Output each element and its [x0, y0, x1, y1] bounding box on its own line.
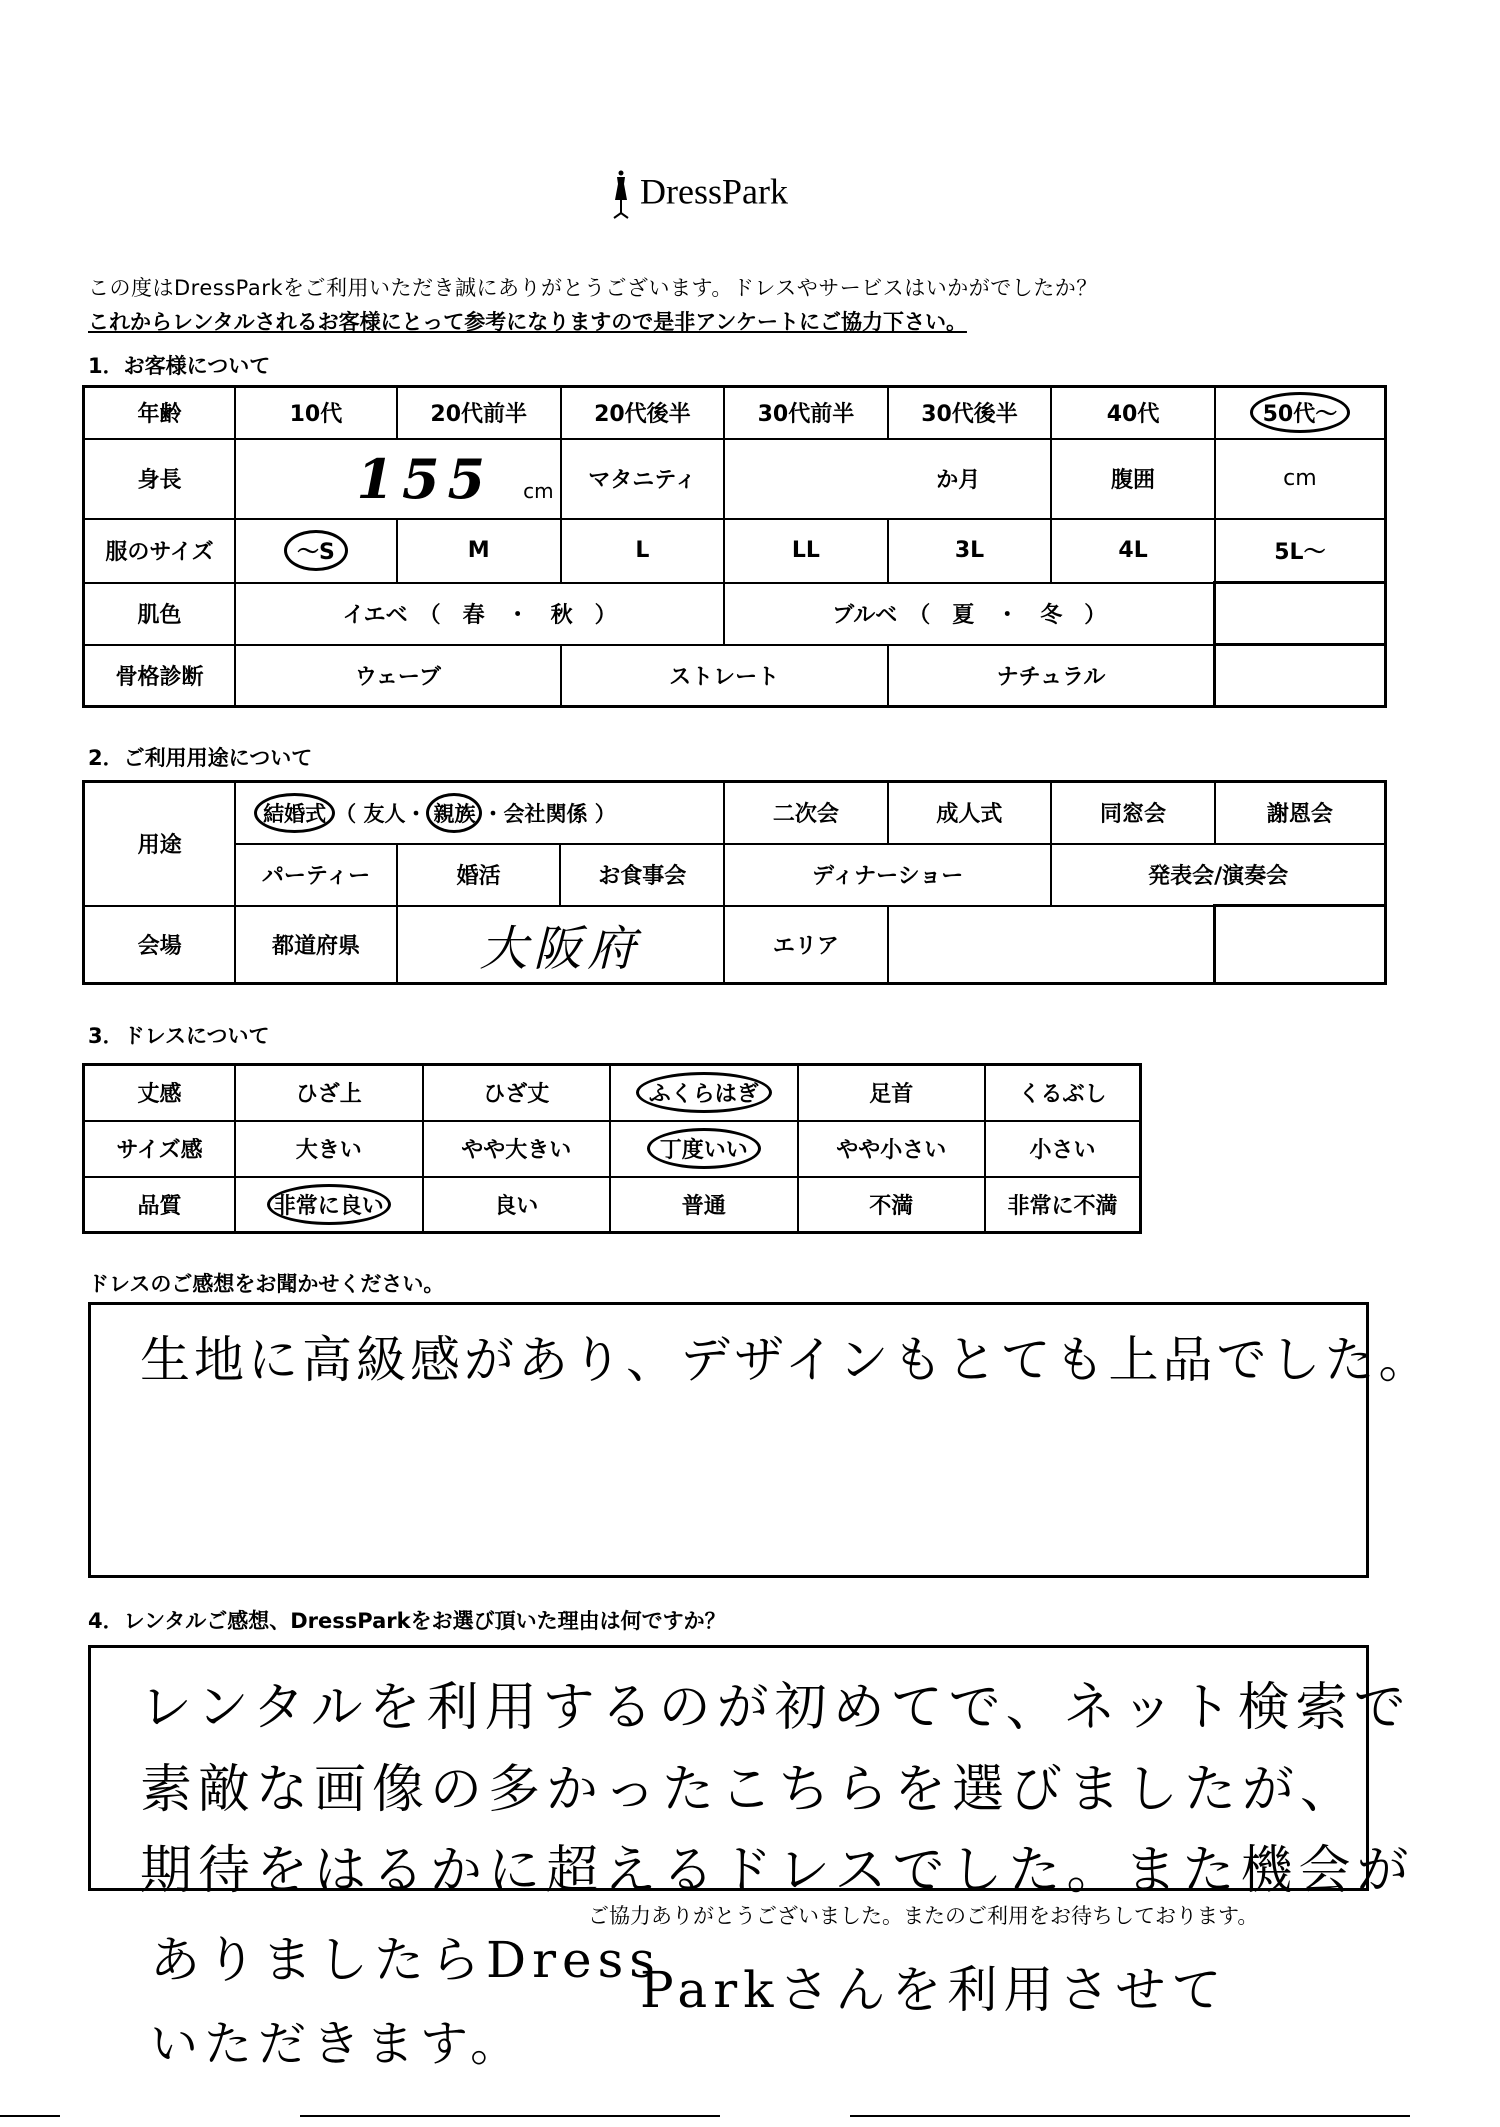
maternity-month[interactable]: か月 [724, 439, 1051, 519]
quality-option[interactable]: 良い [423, 1177, 610, 1233]
intro-line-2: これからレンタルされるお客様にとって参考になりますので是非アンケートにご協力下さい。 [88, 310, 967, 334]
fit-label: サイズ感 [84, 1121, 236, 1177]
fit-option[interactable]: やや小さい [798, 1121, 985, 1177]
wedding-circle: 結婚式 [254, 793, 335, 833]
size-option[interactable]: 5L～ [1215, 519, 1386, 583]
usage-option[interactable]: 発表会/演奏会 [1051, 844, 1385, 906]
size-selected-circle: ～S [284, 530, 348, 571]
size-option[interactable]: LL [724, 519, 888, 583]
section4-title: 4．レンタルご感想、DressParkをお選び頂いた理由は何ですか？ [88, 1609, 726, 1633]
usage-label: 用途 [84, 782, 236, 906]
usage-option[interactable]: 成人式 [888, 782, 1052, 844]
usage-option[interactable]: 謝恩会 [1215, 782, 1386, 844]
frame-option[interactable]: ストレート [561, 645, 888, 707]
age-option[interactable]: 20代後半 [561, 387, 725, 439]
quality-label: 品質 [84, 1177, 236, 1233]
blank-cell [1215, 906, 1386, 984]
usage-option[interactable]: お食事会 [560, 844, 724, 906]
fit-selected-circle: 丁度いい [647, 1128, 761, 1169]
size-option[interactable]: 3L [888, 519, 1052, 583]
wedding-cell[interactable] [235, 782, 724, 844]
area-value[interactable] [888, 906, 1215, 984]
skin-label: 肌色 [84, 583, 236, 645]
age-label: 年齢 [84, 387, 236, 439]
quality-selected-circle: 非常に良い [267, 1184, 391, 1225]
age-option[interactable]: 30代後半 [888, 387, 1052, 439]
frame-label: 骨格診断 [84, 645, 236, 707]
section2-title: 2．ご利用用途について [88, 746, 313, 770]
frame-option[interactable]: ナチュラル [888, 645, 1215, 707]
venue-label: 会場 [84, 906, 236, 984]
reason-line: Parkさんを利用させて [640, 1961, 1228, 2019]
impression-answer: 生地に高級感があり、デザインもとても上品でした。 [140, 1331, 1433, 1389]
length-selected-circle: ふくらはぎ [636, 1072, 772, 1113]
age-option[interactable]: 20代前半 [397, 387, 561, 439]
section3-title: 3．ドレスについて [88, 1024, 270, 1048]
length-option[interactable]: 足首 [798, 1065, 985, 1121]
wedding-company: ・会社関係 ） [482, 801, 616, 826]
section1-title: 1．お客様について [88, 354, 271, 378]
reason-line: 期待をはるかに超えるドレスでした。また機会が [140, 1841, 1415, 1901]
fit-option[interactable]: やや大きい [423, 1121, 610, 1177]
height-cell[interactable] [235, 439, 561, 519]
usage-option[interactable]: パーティー [235, 844, 397, 906]
size-option-selected[interactable] [235, 519, 397, 583]
dress-form-icon [610, 170, 632, 220]
frame-option[interactable]: ウェーブ [235, 645, 561, 707]
size-option[interactable]: M [397, 519, 561, 583]
quality-option-selected[interactable] [235, 1177, 422, 1233]
reason-line: 素敵な画像の多かったこちらを選びましたが、 [140, 1760, 1359, 1820]
pref-label: 都道府県 [235, 906, 397, 984]
table-mask [1224, 987, 1394, 999]
blank-cell [1215, 645, 1386, 707]
area-label: エリア [724, 906, 888, 984]
relatives-circle: 親族 [426, 793, 482, 833]
skin-blue[interactable]: ブルベ （ 夏 ・ 冬 ） [724, 583, 1215, 645]
usage-option[interactable]: 同窓会 [1051, 782, 1215, 844]
usage-option[interactable]: ディナーショー [724, 844, 1051, 906]
length-option-selected[interactable] [610, 1065, 798, 1121]
length-label: 丈感 [84, 1065, 236, 1121]
length-option[interactable]: くるぶし [985, 1065, 1141, 1121]
blank-cell [1215, 583, 1386, 645]
quality-option[interactable]: 不満 [798, 1177, 985, 1233]
thanks-text: ご協力ありがとうございました。またのご利用をお待ちしております。 [588, 1904, 1259, 1928]
maternity-label: マタニティ [561, 439, 725, 519]
waist-unit[interactable]: cm [1215, 439, 1386, 519]
fit-option[interactable]: 大きい [235, 1121, 422, 1177]
fit-option-selected[interactable] [610, 1121, 798, 1177]
footer-rule [300, 2115, 720, 2117]
age-option[interactable]: 30代前半 [724, 387, 888, 439]
intro-line-1: この度はDressParkをご利用いただき誠にありがとうございます。ドレスやサービスはいかがでしたか？ [88, 276, 1098, 300]
size-label: 服のサイズ [84, 519, 236, 583]
fit-option[interactable]: 小さい [985, 1121, 1141, 1177]
waist-label: 腹囲 [1051, 439, 1215, 519]
pref-value-cell[interactable] [397, 906, 724, 984]
quality-option[interactable]: 非常に不満 [985, 1177, 1141, 1233]
reason-line: いただきます。 [150, 2016, 525, 2072]
logo-text: DressPark [640, 171, 788, 212]
size-option[interactable]: 4L [1051, 519, 1215, 583]
reason-line: レンタルを利用するのが初めてで、ネット検索で [140, 1678, 1412, 1738]
usage-option[interactable]: 二次会 [724, 782, 888, 844]
dress-table [82, 1063, 1142, 1234]
footer-rule [0, 2115, 60, 2117]
usage-option[interactable]: 婚活 [397, 844, 561, 906]
impression-prompt: ドレスのご感想をお聞かせください。 [88, 1272, 445, 1296]
quality-option[interactable]: 普通 [610, 1177, 798, 1233]
height-label: 身長 [84, 439, 236, 519]
size-option[interactable]: L [561, 519, 725, 583]
age-option-selected[interactable] [1215, 387, 1386, 439]
customer-table [82, 385, 1387, 708]
table-mask [1224, 709, 1394, 721]
length-option[interactable]: ひざ丈 [423, 1065, 610, 1121]
age-option[interactable]: 40代 [1051, 387, 1215, 439]
height-value: 155 [356, 446, 494, 511]
footer-rule [850, 2115, 1410, 2117]
skin-yellow[interactable]: イエベ （ 春 ・ 秋 ） [235, 583, 724, 645]
reason-line: ありましたらDress [150, 1931, 661, 1989]
length-option[interactable]: ひざ上 [235, 1065, 422, 1121]
logo [610, 170, 788, 220]
usage-table [82, 780, 1387, 985]
age-option[interactable]: 10代 [235, 387, 397, 439]
pref-value: 大阪府 [479, 920, 642, 977]
age-selected-circle: 50代～ [1250, 392, 1351, 433]
height-unit: cm [523, 478, 554, 503]
wedding-friend: （ 友人・ [335, 801, 427, 826]
